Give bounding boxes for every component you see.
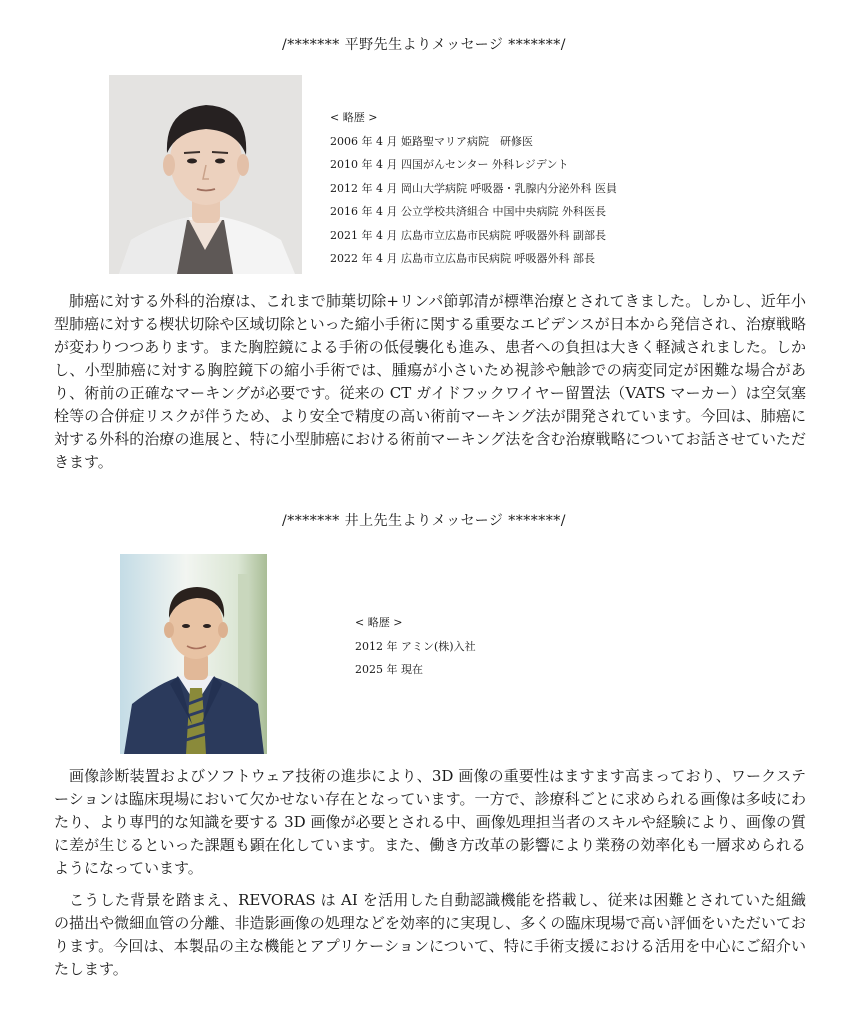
section-heading-inoue: /******* 井上先生よりメッセージ *******/ xyxy=(282,513,566,529)
career-entry: 2022 年 4 月 広島市立広島市民病院 呼吸器外科 部長 xyxy=(330,252,595,265)
message-paragraph: 肺癌に対する外科的治療は、これまで肺葉切除+リンパ節郭清が標準治療とされてきました。しかし、近年小型肺癌に対する楔状切除や区域切除といった縮小手術に関する重要なエビデンスが日本から発信され、治療戦略が変わりつつあります。また胸腔鏡による手術の低侵襲化も進み、患者への負担は大きく軽減されました。しかし、小型肺癌に対する胸腔鏡下の縮小手術では、腫瘍が小さいため視診や触診での病変同定が困難な場合があり、術前の正確なマーキングが必要です。従来の CT ガイドフックワイヤー留置法（VATS マーカー）は空気塞栓等の合併症リスクが伴うため、より安全で精度の高い術前マーキング法が開発されています。今回は、肺癌に対する外科的治療の進展と、特に小型肺癌における術前マーキング法を含む治療戦略についてお話させていただきます。 xyxy=(54,292,806,471)
section-heading-hirano: /******* 平野先生よりメッセージ *******/ xyxy=(282,37,566,53)
career-history-title: < 略歴 > xyxy=(355,616,403,629)
career-entry: 2012 年 アミン(株)入社 xyxy=(355,639,476,653)
career-history-hirano xyxy=(330,106,617,271)
career-entry: 2012 年 4 月 岡山大学病院 呼吸器・乳腺内分泌外科 医員 xyxy=(330,181,617,195)
career-entry: 2016 年 4 月 公立学校共済組合 中国中央病院 外科医長 xyxy=(330,205,606,218)
career-entry: 2025 年 現在 xyxy=(355,663,423,676)
career-entry: 2006 年 4 月 姫路聖マリア病院 研修医 xyxy=(330,134,533,148)
portrait-photo-inoue xyxy=(120,554,267,754)
portrait-photo-hirano xyxy=(109,75,302,274)
career-entry: 2010 年 4 月 四国がんセンター 外科レジデント xyxy=(330,158,569,171)
career-history-title: < 略歴 > xyxy=(330,111,378,124)
portrait-illustration xyxy=(109,75,302,274)
message-paragraph: 画像診断装置およびソフトウェア技術の進歩により、3D 画像の重要性はますます高まっており、ワークステーションは臨床現場において欠かせない存在となっています。一方で、診療科ごとに求められる画像は多岐にわたり、より専門的な知識を要する 3D 画像が必要とされる中、画像処理担当者のスキルや経験により、画像の質に差が生じるといった課題も顕在化しています。また、働き方改革の影響により業務の効率化も一層求められるようになっています。 xyxy=(54,767,806,877)
career-history-inoue xyxy=(355,611,476,682)
message-paragraph: こうした背景を踏まえ、REVORAS は AI を活用した自動認識機能を搭載し、従来は困難とされていた組織の描出や微細血管の分離、非造影画像の処理などを効率的に実現し、多くの臨床現場で高い評価をいただいております。今回は、本製品の主な機能とアプリケーションについて、特に手術支援における活用を中心にご紹介いたします。 xyxy=(54,891,806,978)
portrait-illustration xyxy=(120,554,267,754)
career-entry: 2021 年 4 月 広島市立広島市民病院 呼吸器外科 副部長 xyxy=(330,228,606,242)
